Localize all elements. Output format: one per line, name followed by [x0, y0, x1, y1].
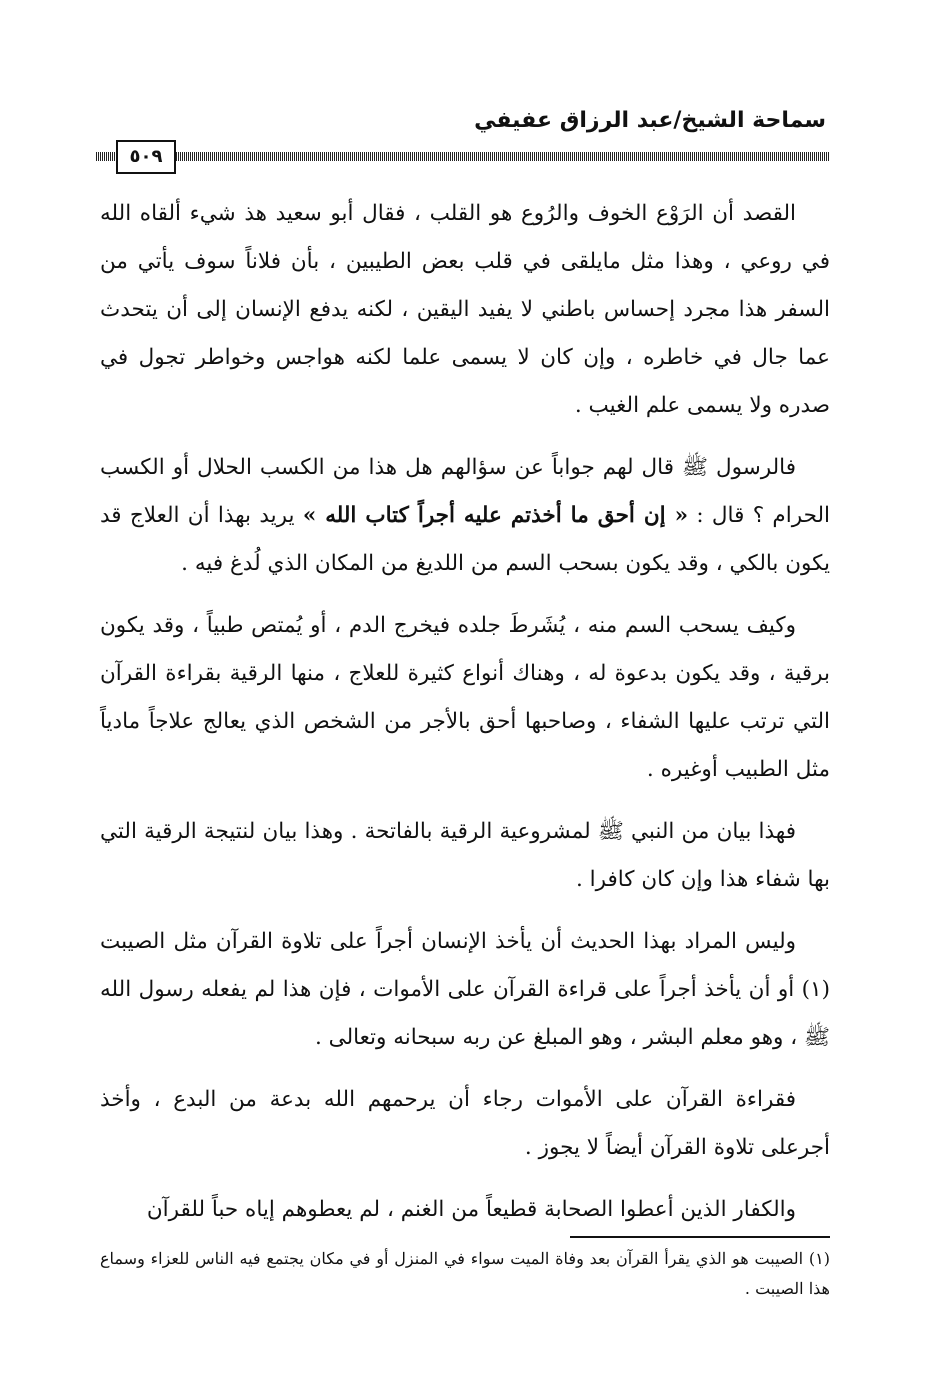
header-rule: [96, 152, 830, 161]
paragraph-2-rest: يريد بهذا أن العلاج قد يكون بالكي ، وقد يكون بسحب السم من اللديغ من المكان الذي لُدغ فيه .: [100, 503, 830, 576]
paragraph-7: والكفار الذين أعطوا الصحابة قطيعاً من الغنم ، لم يعطوهم إياه حباً للقرآن: [146, 1197, 796, 1222]
paragraph-1: القصد أن الرَوْع الخوف والرُوع هو القلب ، فقال أبو سعيد هذ شيء ألقاه الله في روعي ، وهذا مثل مايلقى في قلب بعض الطيبين ، بأن فلاناً سوف يأتي من السفر هذا مجرد إحساس باطني لا يفيد اليقين ، لكنه يدفع الإنسان إلى أن يتحدث عما جال في خاطره ، وإن كان لا يسمى علما لكنه هواجس وخواطر تجول في صدره ولا يسمى علم الغيب .: [100, 201, 830, 418]
footnote-rule: [570, 1236, 830, 1238]
paragraph-2-intro: فالرسول ﷺ قال لهم جواباً عن سؤالهم هل هذا من الكسب الحلال أو الكسب الحرام ؟ قال :: [100, 455, 830, 528]
footnote: (١) الصيبت هو الذي يقرأ القرآن بعد وفاة الميت سواء في المنزل أو في مكان يجتمع فيه الناس للعزاء وسماع هذا الصيبت .: [100, 1249, 830, 1298]
paragraph-5: وليس المراد بهذا الحديث أن يأخذ الإنسان أجراً على تلاوة القرآن مثل الصيبت (١) أو أن يأخذ أجراً على قراءة القرآن على الأموات ، فإن هذا لم يفعله رسول الله ﷺ ، وهو معلم البشر ، وهو المبلغ عن ربه سبحانه وتعالى .: [100, 929, 830, 1050]
body-text: [100, 190, 830, 1234]
page-number: ٥٠٩: [116, 140, 176, 174]
running-title: سماحة الشيخ/عبد الرزاق عفيفي: [474, 108, 826, 133]
paragraph-3: وكيف يسحب السم منه ، يُشَرطَ جلده فيخرج الدم ، أو يُمتص طبياً ، وقد يكون برقية ، وقد يكون بدعوة له ، وهناك أنواع كثيرة للعلاج ، منها الرقية بقراءة القرآن التي ترتب عليها الشفاء ، وصاحبها أحق بالأجر من الشخص الذي يعالج علاجاً مادياً مثل الطبيب أوغيره .: [100, 613, 830, 782]
paragraph-6: فقراءة القرآن على الأموات رجاء أن يرحمهم الله بدعة من البدع ، وأخذ أجرعلى تلاوة القرآن أيضاً لا يجوز .: [100, 1087, 830, 1160]
paragraph-2: [100, 444, 830, 588]
paragraph-4: فهذا بيان من النبي ﷺ لمشروعية الرقية بالفاتحة . وهذا بيان لنتيجة الرقية التي بها شفاء هذا وإن كان كافرا .: [100, 819, 830, 892]
hadith-quote: « إن أحق ما أخذتم عليه أجراً كتاب الله »: [302, 503, 689, 528]
